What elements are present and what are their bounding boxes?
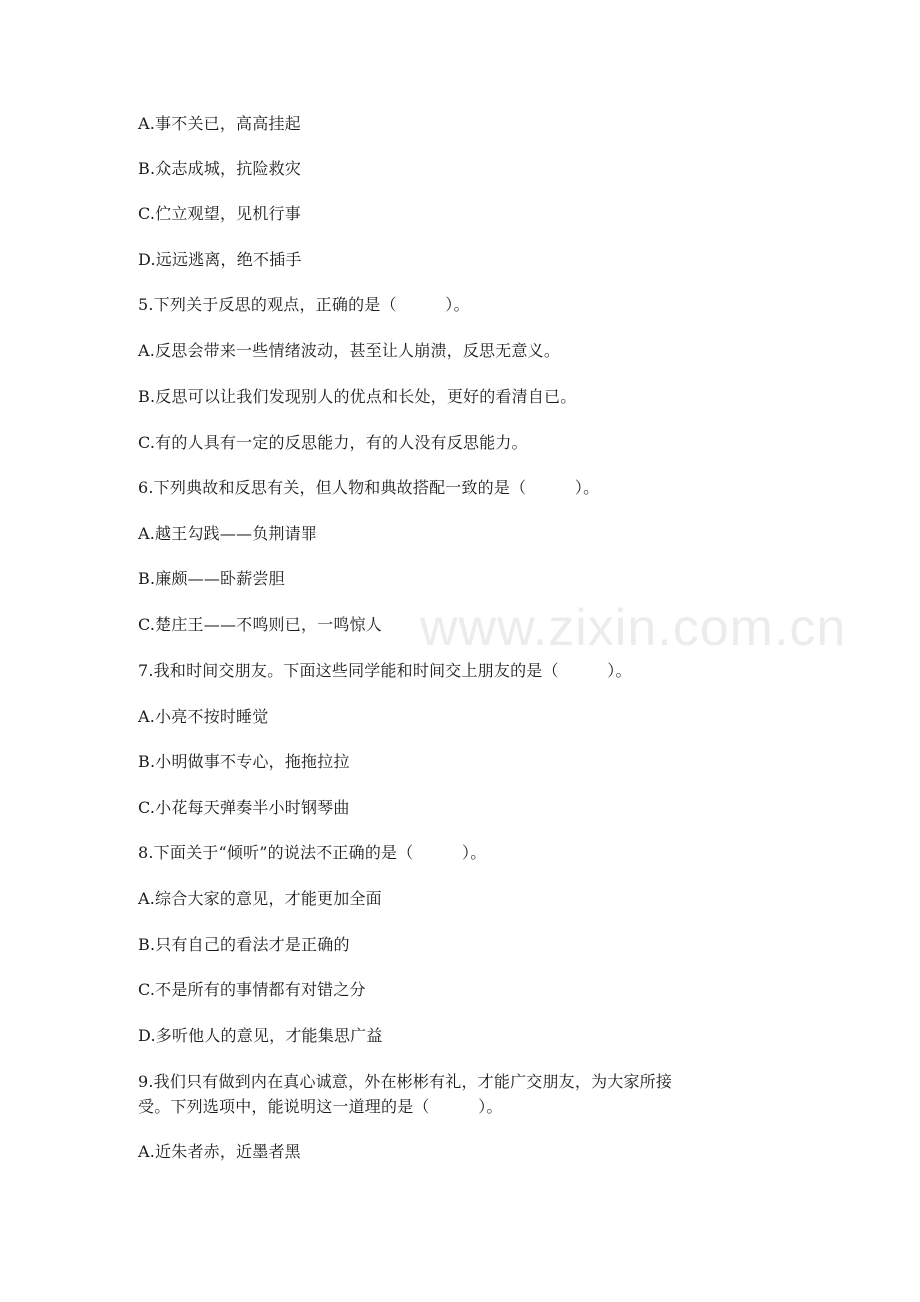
option-b-q8: B.只有自己的看法才是正确的 xyxy=(138,935,350,954)
watermark: www.zixin.com.cn xyxy=(420,599,847,657)
option-a-q4: A.事不关已，高高挂起 xyxy=(138,114,301,133)
option-a-q8: A.综合大家的意见，才能更加全面 xyxy=(138,889,382,908)
option-a-q7: A.小亮不按时睡觉 xyxy=(138,707,269,726)
option-a-q9: A.近朱者赤，近墨者黑 xyxy=(138,1142,301,1161)
question-5: 5.下列关于反思的观点，正确的是（ ）。 xyxy=(138,295,470,314)
option-a-q5: A.反思会带来一些情绪波动，甚至让人崩溃，反思无意义。 xyxy=(138,341,561,360)
option-c-q7: C.小花每天弹奏半小时钢琴曲 xyxy=(138,798,350,817)
question-9-line-1: 9.我们只有做到内在真心诚意，外在彬彬有礼，才能广交朋友，为大家所接 xyxy=(138,1072,673,1091)
option-d-q4: D.远远逃离，绝不插手 xyxy=(138,250,302,269)
option-c-q4: C.伫立观望，见机行事 xyxy=(138,204,301,223)
question-8: 8.下面关于“倾听”的说法不正确的是（ ）。 xyxy=(138,843,487,862)
option-c-q8: C.不是所有的事情都有对错之分 xyxy=(138,980,366,999)
option-b-q6: B.廉颇——卧薪尝胆 xyxy=(138,569,285,588)
question-7: 7.我和时间交朋友。下面这些同学能和时间交上朋友的是（ ）。 xyxy=(138,661,632,680)
question-6: 6.下列典故和反思有关，但人物和典故搭配一致的是（ ）。 xyxy=(138,478,600,497)
option-d-q8: D.多听他人的意见，才能集思广益 xyxy=(138,1026,383,1045)
option-b-q4: B.众志成城，抗险救灾 xyxy=(138,159,302,178)
option-c-q5: C.有的人具有一定的反思能力，有的人没有反思能力。 xyxy=(138,433,528,452)
option-b-q7: B.小明做事不专心，拖拖拉拉 xyxy=(138,752,350,771)
option-a-q6: A.越王勾践——负荆请罪 xyxy=(138,524,318,543)
option-c-q6: C.楚庄王——不鸣则已，一鸣惊人 xyxy=(138,615,382,634)
question-9-line-2: 受。下列选项中，能说明这一道理的是（ ）。 xyxy=(138,1097,503,1116)
option-b-q5: B.反思可以让我们发现别人的优点和长处，更好的看清自已。 xyxy=(138,387,577,406)
